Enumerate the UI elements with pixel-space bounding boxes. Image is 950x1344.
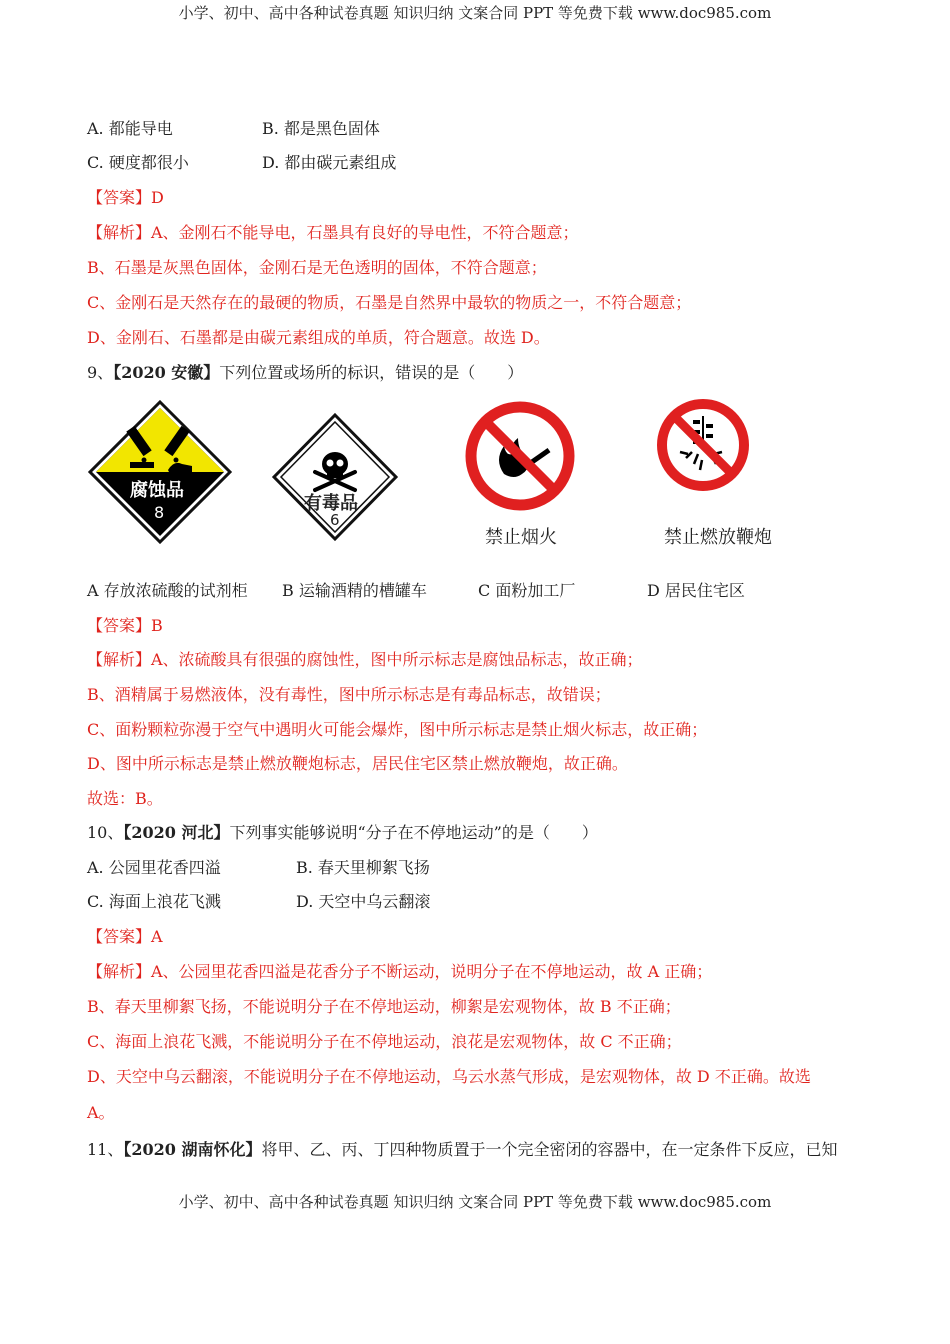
q8-answer: 【答案】D	[87, 188, 164, 207]
q9-analysis-line: 【解析】A、浓硫酸具有很强的腐蚀性，图中所示标志是腐蚀品标志，故正确；	[87, 650, 643, 669]
q8-analysis-line: C、金刚石是天然存在的最硬的物质，石墨是自然界中最软的物质之一，不符合题意；	[87, 293, 692, 312]
no-firecrackers-sign-icon	[656, 398, 750, 492]
question-number: 10、	[87, 823, 124, 842]
question-text: 下列事实能够说明“分子在不停地运动”的是（ ）	[229, 823, 598, 842]
corrosive-sign-label: 腐蚀品	[130, 480, 184, 501]
no-fire-sign-icon	[464, 400, 576, 512]
toxic-sign-label: 有毒品	[304, 493, 358, 514]
q10-analysis-line: B、春天里柳絮飞扬，不能说明分子在不停地运动，柳絮是宏观物体，故 B 不正确；	[87, 997, 681, 1016]
q9-analysis-line: 故选：B。	[87, 789, 163, 808]
question-source: 【2020 河北】	[123, 823, 230, 842]
q9-stem	[87, 363, 523, 383]
q9-analysis-line: C、面粉颗粒弥漫于空气中遇明火可能会爆炸，图中所示标志是禁止烟火标志，故正确；	[87, 720, 708, 739]
q10-option-d: D. 天空中乌云翻滚	[296, 892, 431, 911]
q10-option-c: C. 海面上浪花飞溅	[87, 892, 221, 911]
q10-answer: 【答案】A	[87, 927, 163, 946]
q10-option-b: B. 春天里柳絮飞扬	[296, 858, 430, 877]
q10-analysis-line: A。	[87, 1103, 115, 1122]
page-footer: 小学、初中、高中各种试卷真题 知识归纳 文案合同 PPT 等免费下载 www.doc985.com	[178, 1193, 772, 1211]
q9-option-a: A 存放浓硫酸的试剂柜	[87, 581, 248, 600]
question-number: 11、	[87, 1140, 124, 1159]
no-firecrackers-sign-label: 禁止燃放鞭炮	[664, 527, 772, 548]
q8-option-b: B. 都是黑色固体	[262, 119, 380, 138]
q8-option-d: D. 都由碳元素组成	[262, 153, 397, 172]
question-text: 下列位置或场所的标识，错误的是（ ）	[219, 363, 524, 382]
q8-option-a: A. 都能导电	[87, 119, 173, 138]
q10-analysis-line: D、天空中乌云翻滚，不能说明分子在不停地运动，乌云水蒸气形成，是宏观物体，故 D 不正确。故选	[87, 1067, 811, 1086]
question-source: 【2020 安徽】	[113, 363, 220, 382]
page-header: 小学、初中、高中各种试卷真题 知识归纳 文案合同 PPT 等免费下载 www.doc985.com	[178, 4, 772, 22]
q8-option-c: C. 硬度都很小	[87, 153, 189, 172]
q9-option-c: C 面粉加工厂	[478, 581, 576, 600]
q8-analysis-line: 【解析】A、金刚石不能导电，石墨具有良好的导电性，不符合题意；	[87, 223, 579, 242]
question-text: 将甲、乙、丙、丁四种物质置于一个完全密闭的容器中，在一定条件下反应，已知	[261, 1140, 838, 1159]
q8-analysis-line: B、石墨是灰黑色固体，金刚石是无色透明的固体，不符合题意；	[87, 258, 547, 277]
q10-option-a: A. 公园里花香四溢	[87, 858, 221, 877]
q9-answer: 【答案】B	[87, 616, 163, 635]
q9-analysis-line: D、图中所示标志是禁止燃放鞭炮标志，居民住宅区禁止燃放鞭炮，故正确。	[87, 754, 628, 773]
question-source: 【2020 湖南怀化】	[123, 1140, 262, 1159]
q9-option-d: D 居民住宅区	[647, 581, 745, 600]
q8-analysis-line: D、金刚石、石墨都是由碳元素组成的单质，符合题意。故选 D。	[87, 328, 550, 347]
corrosive-sign-number: 8	[154, 503, 165, 522]
question-number: 9、	[87, 363, 114, 382]
q11-stem	[87, 1140, 838, 1160]
corrosive-sign-icon	[88, 400, 232, 544]
q9-analysis-line: B、酒精属于易燃液体，没有毒性，图中所示标志是有毒品标志，故错误；	[87, 685, 611, 704]
q10-analysis-line: 【解析】A、公园里花香四溢是花香分子不断运动，说明分子在不停地运动，故 A 正确；	[87, 962, 713, 981]
q10-stem	[87, 823, 598, 843]
q10-analysis-line: C、海面上浪花飞溅，不能说明分子在不停地运动，浪花是宏观物体，故 C 不正确；	[87, 1032, 682, 1051]
no-fire-sign-label: 禁止烟火	[485, 527, 557, 548]
q9-option-b: B 运输酒精的槽罐车	[282, 581, 427, 600]
toxic-sign-number: 6	[330, 511, 340, 529]
